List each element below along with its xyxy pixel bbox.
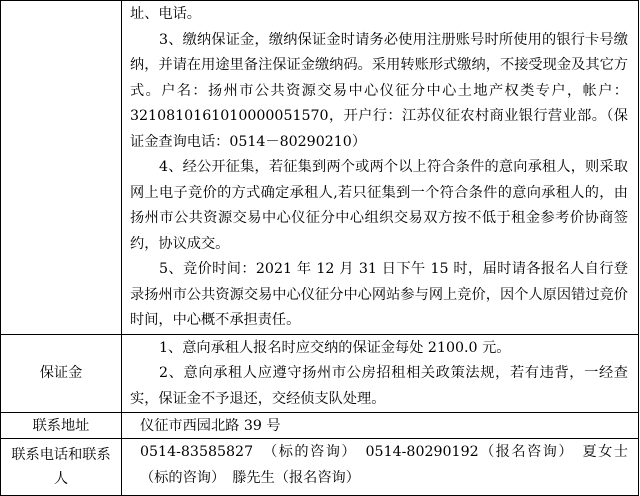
contact-value: 0514-83585827 （标的咨询） 0514-80290192（报名咨询） 夏女士（标的咨询） 滕先生（报名咨询） (140, 444, 628, 486)
contact-value-cell (122, 439, 639, 496)
table-row-contact (1, 439, 639, 496)
deposit-label: 保证金 (1, 334, 122, 413)
contact-label: 联系电话和联系人 (1, 439, 122, 496)
bidding-time-paragraph: 5、竞价时间：2021 年 12 月 31 日下午 15 时，届时请各报名人自行登录扬州市公共资源交易中心仪征分中心网站参与网上竞价，因个人原因错过竞价时间，中心概不承担责任。 (130, 261, 628, 328)
procedure-content-cell (122, 1, 639, 335)
table-row-procedure (1, 1, 639, 335)
table-row-address (1, 413, 639, 439)
procedure-paragraph: 址、电话。 (130, 6, 201, 22)
table-row-deposit (1, 334, 639, 413)
public-solicitation-paragraph: 4、经公开征集，若征集到两个或两个以上符合条件的意向承租人，则采取网上电子竞价的方式确定承租人,若只征集到一个符合条件的意向承租人的，由扬州市公共资源交易中心仪征分中心组织交易双方按不低于租金参考价协商签约，协议成交。 (130, 159, 628, 252)
address-value: 仪征市西园北路 39 号 (122, 413, 639, 439)
procedure-label-cell (1, 1, 122, 335)
deposit-content-cell (122, 334, 639, 413)
deposit-payment-paragraph: 3、缴纳保证金，缴纳保证金时请务必使用注册账号时所使用的银行卡号缴纳，并请在用途里备注保证金缴纳码。采用转账形式缴纳，不接受现金及其它方式。户名：扬州市公共资源交易中心仪征分中心土地产权类专户，帐户：3210810161010000051570，开户行：江苏仪征农村商业银行营业部。（保证金查询电话：0514－80290210） (130, 31, 628, 150)
deposit-item: 1、意向承租人报名时应交纳的保证金每处 2100.0 元。 (159, 339, 511, 356)
address-label: 联系地址 (1, 413, 122, 439)
deposit-item: 2、意向承租人应遵守扬州市公房招租相关政策法规，若有违背，一经查实，保证金不予退还，交经侦支队处理。 (130, 365, 628, 407)
